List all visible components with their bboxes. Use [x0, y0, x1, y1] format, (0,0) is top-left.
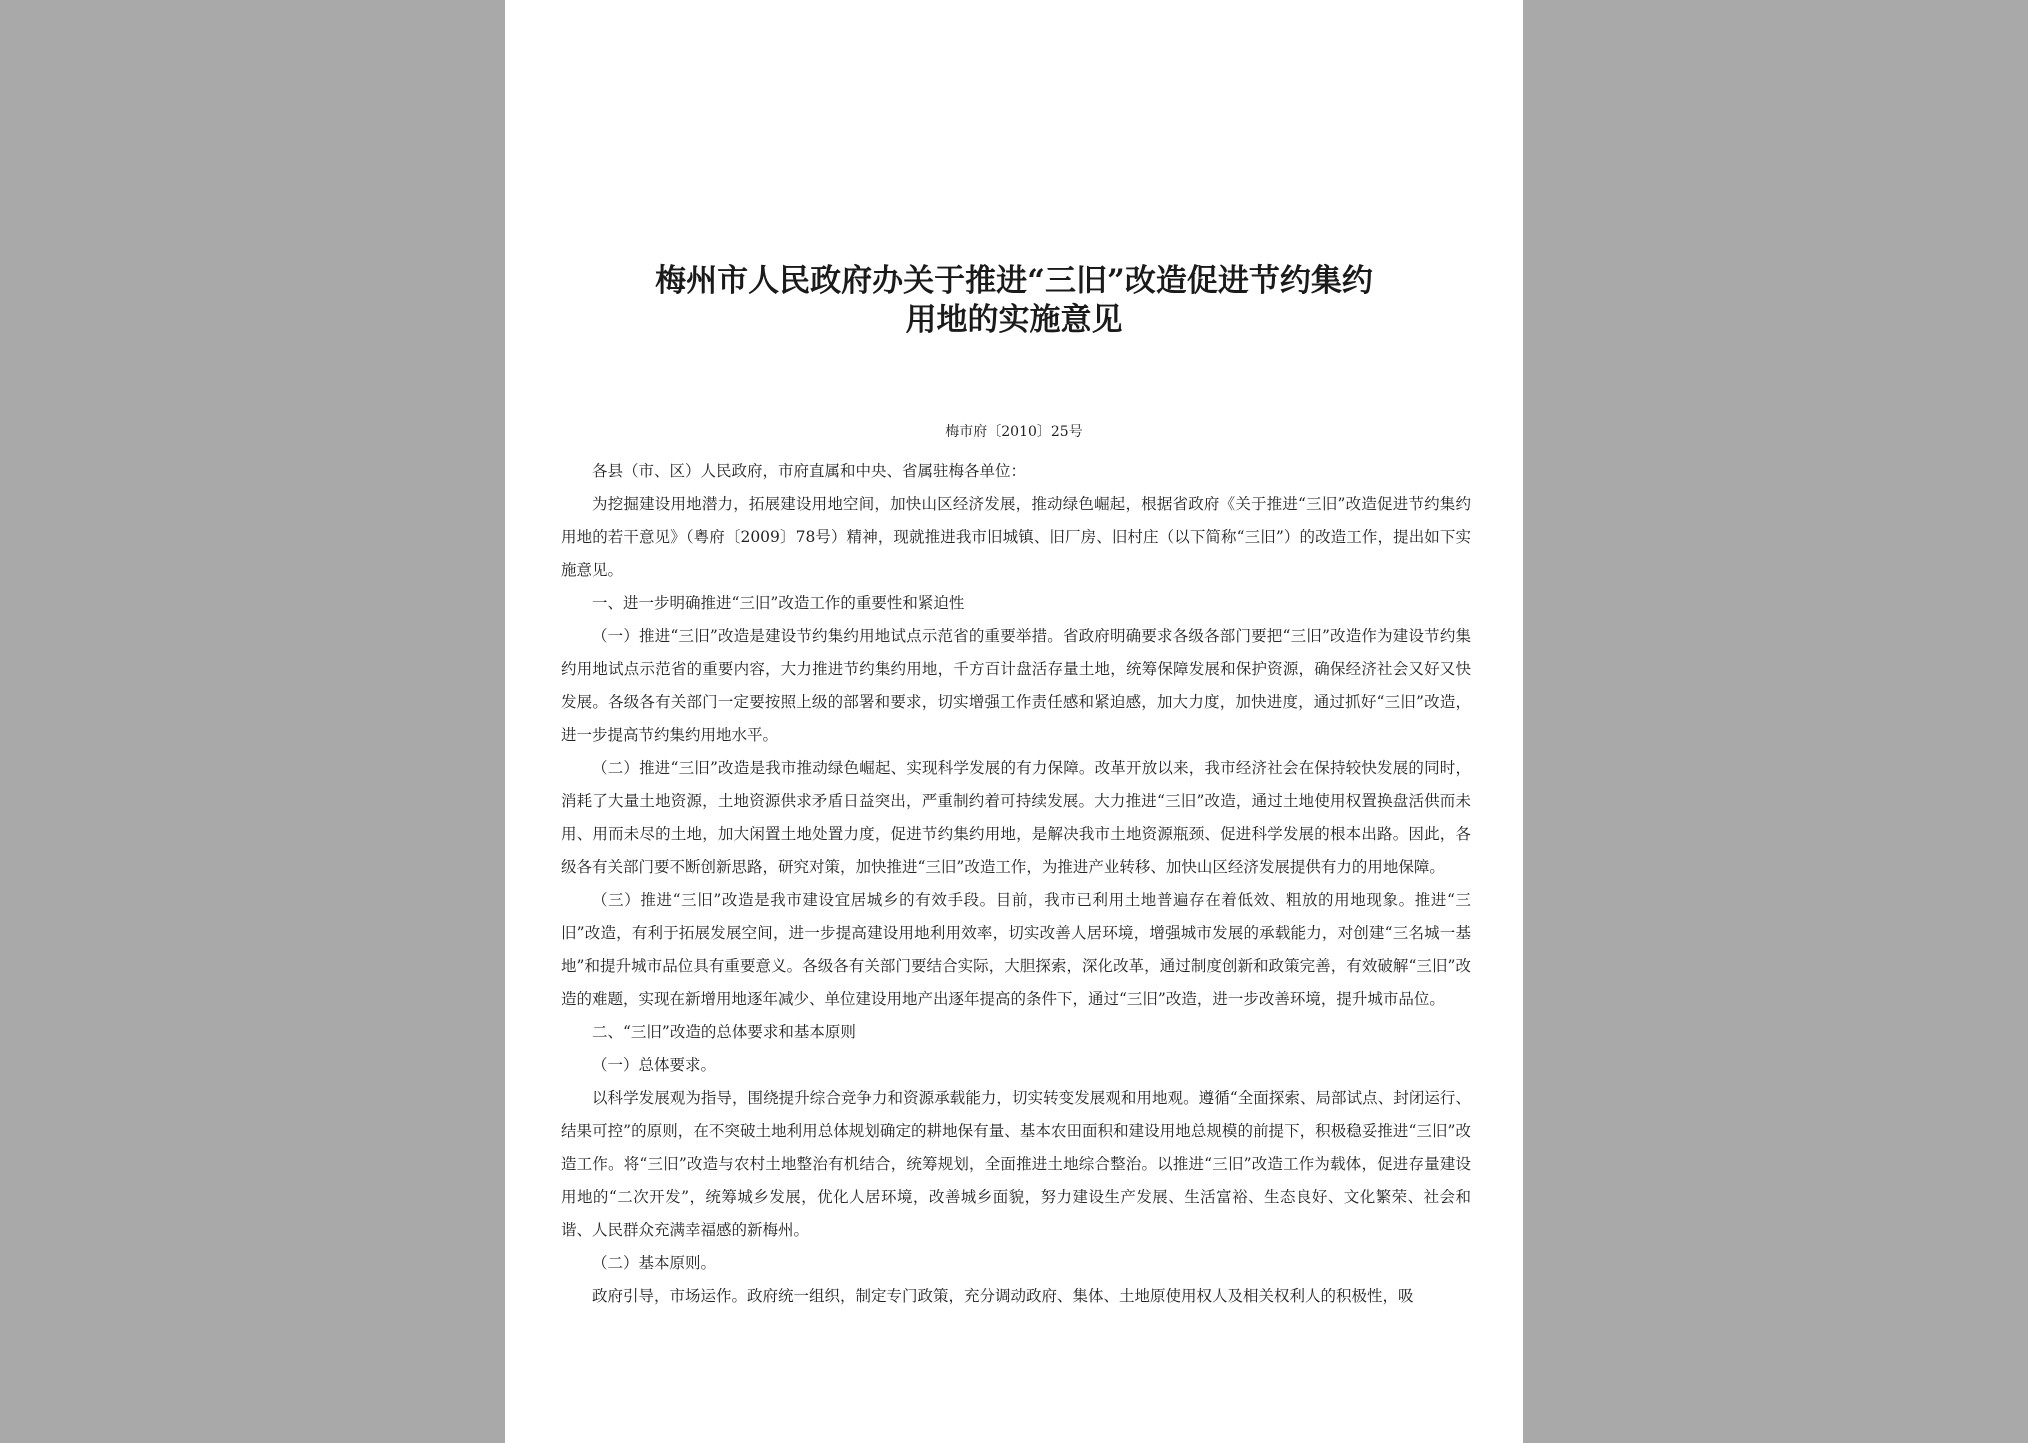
- paragraph-2-2: 政府引导，市场运作。政府统一组织，制定专门政策，充分调动政府、集体、土地原使用权人及相关权利人的积极性，吸: [592, 1287, 1414, 1305]
- paragraph-1-1: （一）推进“三旧”改造是建设节约集约用地试点示范省的重要举措。省政府明确要求各级各部门要把“三旧”改造作为建设节约集约用地试点示范省的重要内容，大力推进节约集约用地，千方百计盘活存量土地，统筹保障发展和保护资源，确保经济社会又好又快发展。各级各有关部门一定要按照上级的部署和要求，切实增强工作责任感和紧迫感，加大力度，加快进度，通过抓好“三旧”改造，进一步提高节约集约用地水平。: [561, 627, 1471, 744]
- section-heading-1: 一、进一步明确推进“三旧”改造工作的重要性和紧迫性: [592, 594, 965, 612]
- document-title: [505, 262, 1523, 340]
- document-page: [505, 0, 1523, 1443]
- salutation: 各县（市、区）人民政府，市府直属和中央、省属驻梅各单位：: [592, 462, 1027, 480]
- paragraph-1-3: （三）推进“三旧”改造是我市建设宜居城乡的有效手段。目前，我市已利用土地普遍存在着低效、粗放的用地现象。推进“三旧”改造，有利于拓展发展空间，进一步提高建设用地利用效率，切实改善人居环境，增强城市发展的承载能力，对创建“三名城一基地”和提升城市品位具有重要意义。各级各有关部门要结合实际，大胆探索，深化改革，通过制度创新和政策完善，有效破解“三旧”改造的难题，实现在新增用地逐年减少、单位建设用地产出逐年提高的条件下，通过“三旧”改造，进一步改善环境，提升城市品位。: [561, 891, 1471, 1008]
- subheading-2-1: （一）总体要求。: [592, 1056, 717, 1074]
- paragraph-1-2: （二）推进“三旧”改造是我市推动绿色崛起、实现科学发展的有力保障。改革开放以来，我市经济社会在保持较快发展的同时，消耗了大量土地资源，土地资源供求矛盾日益突出，严重制约着可持续发展。大力推进“三旧”改造，通过土地使用权置换盘活供而未用、用而未尽的土地，加大闲置土地处置力度，促进节约集约用地，是解决我市土地资源瓶颈、促进科学发展的根本出路。因此，各级各有关部门要不断创新思路，研究对策，加快推进“三旧”改造工作，为推进产业转移、加快山区经济发展提供有力的用地保障。: [561, 759, 1471, 876]
- title-line-2: 用地的实施意见: [905, 302, 1123, 338]
- title-line-1: 梅州市人民政府办关于推进“三旧”改造促进节约集约: [655, 263, 1373, 299]
- paragraph-intro: 为挖掘建设用地潜力，拓展建设用地空间，加快山区经济发展，推动绿色崛起，根据省政府《关于推进“三旧”改造促进节约集约用地的若干意见》（粤府〔2009〕78号）精神，现就推进我市旧城镇、旧厂房、旧村庄（以下简称“三旧”）的改造工作，提出如下实施意见。: [561, 495, 1471, 579]
- document-number: 梅市府〔2010〕25号: [945, 424, 1083, 440]
- section-heading-2: 二、“三旧”改造的总体要求和基本原则: [592, 1023, 856, 1041]
- subheading-2-2: （二）基本原则。: [592, 1254, 717, 1272]
- paragraph-2-1: 以科学发展观为指导，围绕提升综合竞争力和资源承载能力，切实转变发展观和用地观。遵循“全面探索、局部试点、封闭运行、结果可控”的原则，在不突破土地利用总体规划确定的耕地保有量、基本农田面积和建设用地总规模的前提下，积极稳妥推进“三旧”改造工作。将“三旧”改造与农村土地整治有机结合，统筹规划，全面推进土地综合整治。以推进“三旧”改造工作为载体，促进存量建设用地的“二次开发”，统筹城乡发展，优化人居环境，改善城乡面貌，努力建设生产发展、生活富裕、生态良好、文化繁荣、社会和谐、人民群众充满幸福感的新梅州。: [561, 1089, 1471, 1239]
- document-body: [561, 455, 1471, 1313]
